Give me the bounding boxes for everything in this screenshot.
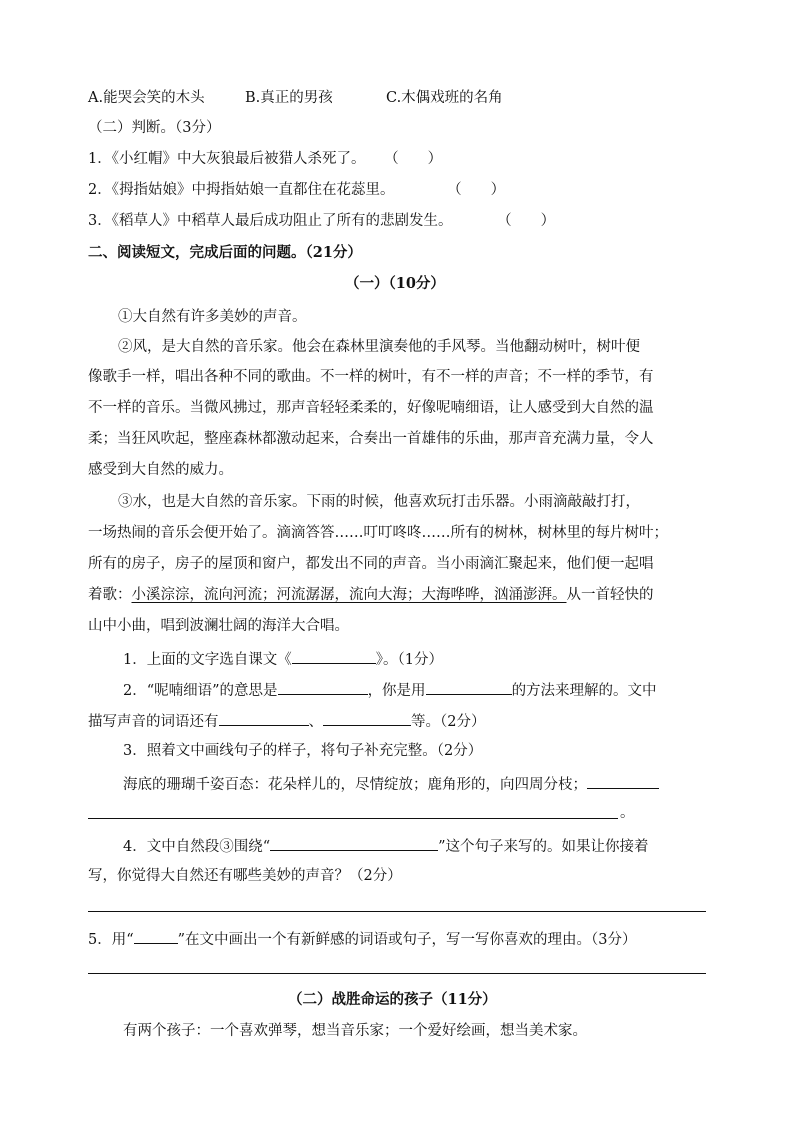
- q5-text: 5．用“: [88, 932, 134, 948]
- answer-blank[interactable]: [270, 835, 438, 851]
- underlined-phrase: 河流潺潺: [276, 587, 335, 603]
- line-prefix: 着歌：: [88, 587, 132, 603]
- paragraph-3-line: 所有的房子，房子的屋顶和窗户，都发出不同的声音。当小雨滴汇聚起来，他们便一起唱: [88, 556, 654, 572]
- q4-text: 4．文中自然段③围绕“: [123, 839, 271, 855]
- question-2: [123, 679, 657, 701]
- part2-line: 有两个孩子：一个喜欢弹琴，想当音乐家；一个爱好绘画，想当美术家。: [123, 1023, 587, 1039]
- answer-line[interactable]: [88, 818, 618, 819]
- answer-blank[interactable]: [292, 648, 376, 664]
- q1-text: 1．上面的文字选自课文《: [123, 652, 292, 668]
- part2-title: （二）战胜命运的孩子（11分）: [288, 991, 497, 1008]
- judge-item-text: 3．《稻草人》中稻草人最后成功阻止了所有的悲剧发生。: [88, 213, 453, 229]
- underlined-punct: ，: [334, 587, 349, 603]
- judge-item-2: [88, 180, 505, 200]
- q3-example-text: 海底的珊瑚千姿百态：花朵样儿的，尽情绽放；鹿角形的，向四周分枝；: [123, 777, 587, 793]
- question-2-cont: [88, 710, 485, 732]
- answer-paren[interactable]: （ ）: [497, 213, 556, 229]
- line-suffix: 从一首轻快的: [566, 587, 654, 603]
- judge-item-3: [88, 211, 555, 231]
- paragraph-3-line: 一场热闹的音乐会便开始了。滴滴答答……叮叮咚咚……所有的树林，树林里的每片树叶；: [88, 525, 668, 541]
- underlined-punct: ；: [407, 587, 422, 603]
- question-5: [88, 928, 637, 950]
- underlined-punct: ，: [479, 587, 494, 603]
- answer-blank[interactable]: [587, 773, 659, 789]
- q2-text: 等。（2分）: [411, 714, 486, 730]
- paragraph-2-line: 柔；当狂风吹起，整座森林都激动起来，合奏出一首雄伟的乐曲，那声音充满力量，令人: [88, 431, 654, 447]
- q1-text-end: 》。（1分）: [375, 652, 443, 668]
- paragraph-2-line: 像歌手一样，唱出各种不同的歌曲。不一样的树叶，有不一样的声音；不一样的季节，有: [88, 369, 654, 385]
- q5-text: ”在文中画出一个有新鲜感的词语或句子，写一写你喜欢的理由。（3分）: [177, 932, 637, 948]
- answer-blank[interactable]: [278, 679, 368, 695]
- paragraph-3-line: ③水，也是大自然的音乐家。下雨的时候，他喜欢玩打击乐器。小雨滴敲敲打打，: [118, 494, 640, 510]
- judge-item-text: 2．《拇指姑娘》中拇指姑娘一直都住在花蕊里。: [88, 182, 395, 198]
- underlined-punct: 。: [552, 587, 567, 603]
- answer-paren[interactable]: （ ）: [384, 151, 443, 167]
- answer-blank[interactable]: [134, 928, 178, 944]
- underlined-phrase: 流向河流: [204, 587, 262, 603]
- question-3: 3．照着文中画线句子的样子，将句子补充完整。（2分）: [123, 743, 483, 759]
- answer-blank[interactable]: [426, 679, 512, 695]
- paragraph-3-line: 山中小曲，唱到波澜壮阔的海洋大合唱。: [88, 618, 349, 634]
- part1-title: （一）（10分）: [345, 275, 445, 292]
- paragraph-2-line: ②风，是大自然的音乐家。他会在森林里演奏他的手风琴。当他翻动树叶，树叶便: [118, 339, 640, 355]
- judge-item-1: [88, 149, 442, 169]
- answer-blank[interactable]: [219, 710, 309, 726]
- q2-text: ，你是用: [367, 683, 426, 699]
- answer-paren[interactable]: （ ）: [447, 182, 506, 198]
- underlined-phrase: 流向大海: [349, 587, 407, 603]
- q2-text: 、: [308, 714, 323, 730]
- judge-item-text: 1．《小红帽》中大灰狼最后被猎人杀死了。: [88, 151, 366, 167]
- choice-a: A.能哭会笑的木头: [88, 90, 205, 106]
- question-3-example: [123, 773, 659, 795]
- paragraph-3-line: [88, 585, 654, 605]
- choice-b: B.真正的男孩: [245, 90, 333, 106]
- answer-line[interactable]: [88, 911, 706, 912]
- underlined-phrase: 小溪淙淙: [131, 587, 190, 603]
- underlined-phrase: 汹涌澎湃: [494, 587, 552, 603]
- q3-period: 。: [620, 805, 635, 821]
- q2-text: 2．“呢喃细语”的意思是: [123, 683, 278, 699]
- underlined-punct: ，: [189, 587, 204, 603]
- question-4: [123, 835, 649, 857]
- question-4-cont: 写，你觉得大自然还有哪些美妙的声音？（2分）: [88, 868, 402, 884]
- judge-heading: （二）判断。（3分）: [88, 120, 221, 136]
- paragraph-2-line: 感受到大自然的威力。: [88, 462, 233, 478]
- paragraph-1: ①大自然有许多美妙的声音。: [118, 309, 307, 325]
- choice-c: C.木偶戏班的名角: [386, 90, 503, 106]
- paragraph-2-line: 不一样的音乐。当微风拂过，那声音轻轻柔柔的，好像呢喃细语，让人感受到大自然的温: [88, 400, 654, 416]
- q4-text: ”这个句子来写的。如果让你接着: [438, 839, 649, 855]
- underlined-punct: ；: [262, 587, 277, 603]
- q2-text: 的方法来理解的。文中: [511, 683, 657, 699]
- answer-line[interactable]: [88, 973, 706, 974]
- underlined-sentence: [132, 587, 567, 603]
- answer-blank[interactable]: [323, 710, 411, 726]
- section-title: 二、阅读短文，完成后面的问题。（21分）: [88, 244, 362, 261]
- q2-text: 描写声音的词语还有: [88, 714, 219, 730]
- underlined-phrase: 大海哗哗: [421, 587, 480, 603]
- question-1: [123, 648, 443, 670]
